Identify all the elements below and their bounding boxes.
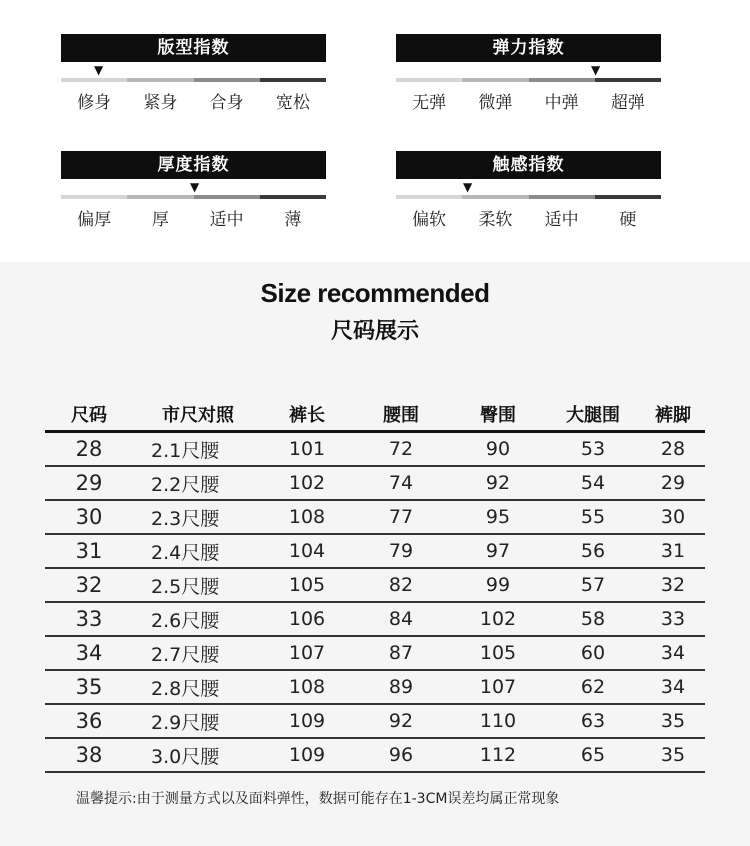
table-cell: 77 [351, 500, 451, 534]
table-cell: 55 [545, 500, 641, 534]
table-cell: 53 [545, 432, 641, 467]
table-cell: 34 [45, 636, 133, 670]
table-cell: 60 [545, 636, 641, 670]
table-cell: 2.9尺腰 [133, 704, 263, 738]
table-cell: 2.6尺腰 [133, 602, 263, 636]
table-cell: 87 [351, 636, 451, 670]
table-cell: 32 [45, 568, 133, 602]
table-row [45, 568, 705, 602]
index-label: 偏软 [412, 210, 447, 230]
index-labels [396, 88, 661, 113]
marker-row [396, 62, 661, 78]
table-cell: 90 [451, 432, 545, 467]
table-row [45, 602, 705, 636]
marker-triangle-icon: ▼ [190, 180, 200, 194]
table-cell: 34 [641, 670, 705, 704]
table-body [45, 432, 705, 773]
index-label: 无弹 [412, 93, 447, 113]
table-cell: 72 [351, 432, 451, 467]
thickness-index [61, 151, 326, 230]
size-title: Size recommended [260, 278, 490, 308]
table-cell: 2.4尺腰 [133, 534, 263, 568]
table-cell: 2.2尺腰 [133, 466, 263, 500]
elasticity-index [396, 34, 661, 113]
index-label: 薄 [284, 210, 302, 230]
table-cell: 31 [641, 534, 705, 568]
table-cell: 101 [263, 432, 351, 467]
table-cell: 2.5尺腰 [133, 568, 263, 602]
index-track [396, 195, 661, 199]
table-cell: 3.0尺腰 [133, 738, 263, 772]
table-cell: 102 [263, 466, 351, 500]
table-cell: 96 [351, 738, 451, 772]
index-label: 修身 [77, 93, 112, 113]
table-cell: 29 [641, 466, 705, 500]
table-cell: 63 [545, 704, 641, 738]
index-labels [61, 88, 326, 113]
table-row [45, 500, 705, 534]
table-row [45, 466, 705, 500]
column-header: 腰围 [351, 398, 451, 432]
index-track [396, 78, 661, 82]
index-title: 触感指数 [396, 151, 661, 179]
column-header: 裤长 [263, 398, 351, 432]
table-cell: 30 [45, 500, 133, 534]
index-track [61, 78, 326, 82]
size-table [45, 398, 705, 773]
index-label: 微弹 [478, 93, 513, 113]
table-cell: 106 [263, 602, 351, 636]
table-cell: 82 [351, 568, 451, 602]
table-cell: 92 [351, 704, 451, 738]
index-title: 弹力指数 [396, 34, 661, 62]
index-track [61, 195, 326, 199]
column-header: 尺码 [45, 398, 133, 432]
table-cell: 34 [641, 636, 705, 670]
index-title: 厚度指数 [61, 151, 326, 179]
index-label: 适中 [209, 210, 244, 230]
table-cell: 31 [45, 534, 133, 568]
table-cell: 30 [641, 500, 705, 534]
column-header: 臀围 [451, 398, 545, 432]
marker-row [61, 62, 326, 78]
table-cell: 38 [45, 738, 133, 772]
table-cell: 35 [641, 704, 705, 738]
index-label: 紧身 [143, 93, 178, 113]
table-cell: 107 [451, 670, 545, 704]
table-row [45, 704, 705, 738]
marker-triangle-icon: ▼ [463, 180, 473, 194]
index-labels [61, 205, 326, 230]
index-labels [396, 205, 661, 230]
index-label: 厚 [151, 210, 169, 230]
table-cell: 99 [451, 568, 545, 602]
table-cell: 109 [263, 738, 351, 772]
table-cell: 2.7尺腰 [133, 636, 263, 670]
index-label: 柔软 [478, 210, 513, 230]
table-header-row [45, 398, 705, 432]
touch-index [396, 151, 661, 230]
table-cell: 105 [451, 636, 545, 670]
table-cell: 35 [641, 738, 705, 772]
index-label: 超弹 [610, 93, 645, 113]
table-row [45, 432, 705, 467]
table-cell: 57 [545, 568, 641, 602]
table-cell: 65 [545, 738, 641, 772]
table-cell: 74 [351, 466, 451, 500]
index-label: 偏厚 [77, 210, 112, 230]
table-row [45, 738, 705, 772]
table-cell: 28 [45, 432, 133, 467]
size-subtitle: 尺码展示 [330, 319, 419, 344]
table-cell: 79 [351, 534, 451, 568]
measurement-note: 温馨提示:由于测量方式以及面料弹性，数据可能存在1-3CM误差均属正常现象 [76, 791, 560, 807]
table-cell: 33 [45, 602, 133, 636]
index-label: 合身 [209, 93, 244, 113]
table-cell: 33 [641, 602, 705, 636]
marker-triangle-icon: ▼ [94, 63, 104, 77]
table-cell: 102 [451, 602, 545, 636]
table-cell: 105 [263, 568, 351, 602]
table-cell: 36 [45, 704, 133, 738]
table-cell: 32 [641, 568, 705, 602]
table-cell: 110 [451, 704, 545, 738]
table-cell: 107 [263, 636, 351, 670]
table-cell: 84 [351, 602, 451, 636]
table-row [45, 534, 705, 568]
table-cell: 2.3尺腰 [133, 500, 263, 534]
column-header: 裤脚 [641, 398, 705, 432]
table-cell: 92 [451, 466, 545, 500]
marker-row [396, 179, 661, 195]
table-cell: 104 [263, 534, 351, 568]
marker-row [61, 179, 326, 195]
table-cell: 108 [263, 500, 351, 534]
table-cell: 112 [451, 738, 545, 772]
index-label: 宽松 [275, 93, 310, 113]
index-label: 适中 [544, 210, 579, 230]
index-label: 中弹 [544, 93, 579, 113]
table-cell: 28 [641, 432, 705, 467]
index-label: 硬 [619, 210, 637, 230]
table-cell: 89 [351, 670, 451, 704]
table-cell: 62 [545, 670, 641, 704]
column-header: 市尺对照 [133, 398, 263, 432]
table-cell: 58 [545, 602, 641, 636]
table-cell: 56 [545, 534, 641, 568]
table-row [45, 670, 705, 704]
table-cell: 95 [451, 500, 545, 534]
table-cell: 2.8尺腰 [133, 670, 263, 704]
column-header: 大腿围 [545, 398, 641, 432]
table-cell: 97 [451, 534, 545, 568]
fit-index [61, 34, 326, 113]
index-title: 版型指数 [61, 34, 326, 62]
table-cell: 29 [45, 466, 133, 500]
table-cell: 54 [545, 466, 641, 500]
table-cell: 35 [45, 670, 133, 704]
marker-triangle-icon: ▼ [591, 63, 601, 77]
table-cell: 109 [263, 704, 351, 738]
table-cell: 108 [263, 670, 351, 704]
table-row [45, 636, 705, 670]
table-cell: 2.1尺腰 [133, 432, 263, 467]
